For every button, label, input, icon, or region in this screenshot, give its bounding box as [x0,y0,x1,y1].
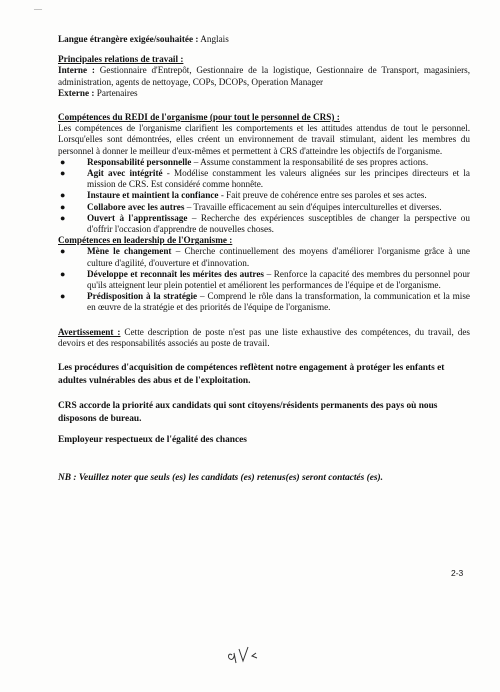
leadership-competency-list [58,246,470,313]
list-item [58,190,470,201]
bullet-icon: ● [60,156,66,167]
competency-title: Responsabilité personnelle [87,156,192,167]
handwritten-initials-signature [226,643,266,667]
disclaimer-text: Cette description de poste n'est pas une liste exhaustive des compétences, du travail, des devoirs et des responsabilités associés au poste de travail. [58,326,470,348]
list-item [58,168,470,190]
competency-title: Agit avec intégrité [87,168,163,179]
externe-text: Partenaires [96,87,138,98]
corner-scan-mark: — [34,4,42,13]
competency-text: – Assume constamment la responsabilité de ses propres actions. [191,156,429,167]
competency-text: – Renforce la capacité des membres du personnel pour qu'ils atteignent leur plein potentiel et améliorent les performances de l'équipe et de l'organisme. [87,268,470,291]
interne-label: Interne : [58,65,95,76]
interne-text: Gestionnaire d'Entrepôt, Gestionnaire de la logistique, Gestionnaire de Transport, magasiniers, administration, agents de nettoyage, COPs, DCOPs, Operation Manager [58,65,471,87]
bullet-icon: ● [60,190,66,201]
document-body [58,34,470,484]
bullet-icon: ● [60,246,66,257]
disclaimer-label: Avertissement : [58,326,121,337]
nb-notice: NB : Veuillez noter que seuls (es) les candidats (es) retenus(es) seront contactés (es). [58,472,383,483]
competency-text: – Cherche continuellement des moyens d'améliorer l'organisme grâce à une culture d'agilité, d'ouverture et d'innovation. [87,246,471,268]
competency-title: Ouvert à l'apprentissage [87,212,188,223]
competency-title: Prédisposition à la stratégie [87,291,198,302]
page-number: 2-3 [451,568,464,578]
equal-opportunity-statement: Employeur respectueux de l'égalité des chances [58,435,247,446]
competency-title: Développe et reconnaît les mérites des autres [87,268,264,279]
disclaimer-paragraph [58,327,470,349]
redi-competency-list [58,157,470,235]
relations-heading: Principales relations de travail : [58,54,184,65]
list-item [58,291,470,313]
externe-label: Externe : [58,87,95,98]
priority-statement: CRS accorde la priorité aux candidats qui sont citoyens/résidents permanents des pays où nous disposons de bureau. [58,401,438,424]
bullet-icon: ● [60,212,66,223]
list-item [58,269,470,291]
language-line [58,34,470,45]
bullet-icon: ● [60,201,66,212]
redi-heading: Compétences du REDI de l'organisme (pour tout le personnel de CRS) : [58,112,340,123]
competency-text: - Modélise constamment les valeurs alignées sur les principes directeurs et la mission de CRS. Est considéré comme honnête. [87,168,470,190]
language-label: Langue étrangère exigée/souhaitée : [58,34,199,44]
competency-title: Collabore avec les autres [87,201,185,212]
redi-intro: Les compétences de l'organisme clarifient les comportements et les attitudes attendus de tout le personnel. Lorsqu'elles sont démontrées, elles créent un environnement de travail stimulant, aident les membres du personnel à donner le meilleur d'eux-mêmes et permettent à CRS d'atteindre les objectifs de l'organisme. [58,123,470,156]
safeguarding-statement: Les procédures d'acquisition de compétences reflètent notre engagement à protéger les enfants et adultes vulnérables des abus et de l'exploitation. [58,363,445,386]
bullet-icon: ● [60,268,66,279]
relations-interne [58,65,470,87]
competency-text: - Fait preuve de cohérence entre ses paroles et ses actes. [218,190,427,201]
list-item [58,202,470,213]
competency-title: Instaure et maintient la confiance [87,190,219,201]
relations-externe [58,88,470,99]
competency-text: – Recherche des expériences susceptibles de changer la perspective ou d'offrir l'occasion d'apprendre de nouvelles choses. [87,212,470,235]
competency-title: Mène le changement [87,246,172,257]
list-item [58,246,470,268]
competency-text: – Travaille efficacement au sein d'équipes interculturelles et diverses. [184,201,442,212]
language-value: Anglais [200,34,229,44]
bullet-icon: ● [60,291,66,302]
list-item [58,213,470,235]
competency-text: – Comprend le rôle dans la transformation, la communication et la mise en œuvre de la stratégie et des priorités de l'équipe de l'organisme. [87,291,470,313]
leadership-heading: Compétences en leadership de l'Organisme : [58,235,233,246]
list-item [58,157,470,168]
bullet-icon: ● [60,168,66,179]
